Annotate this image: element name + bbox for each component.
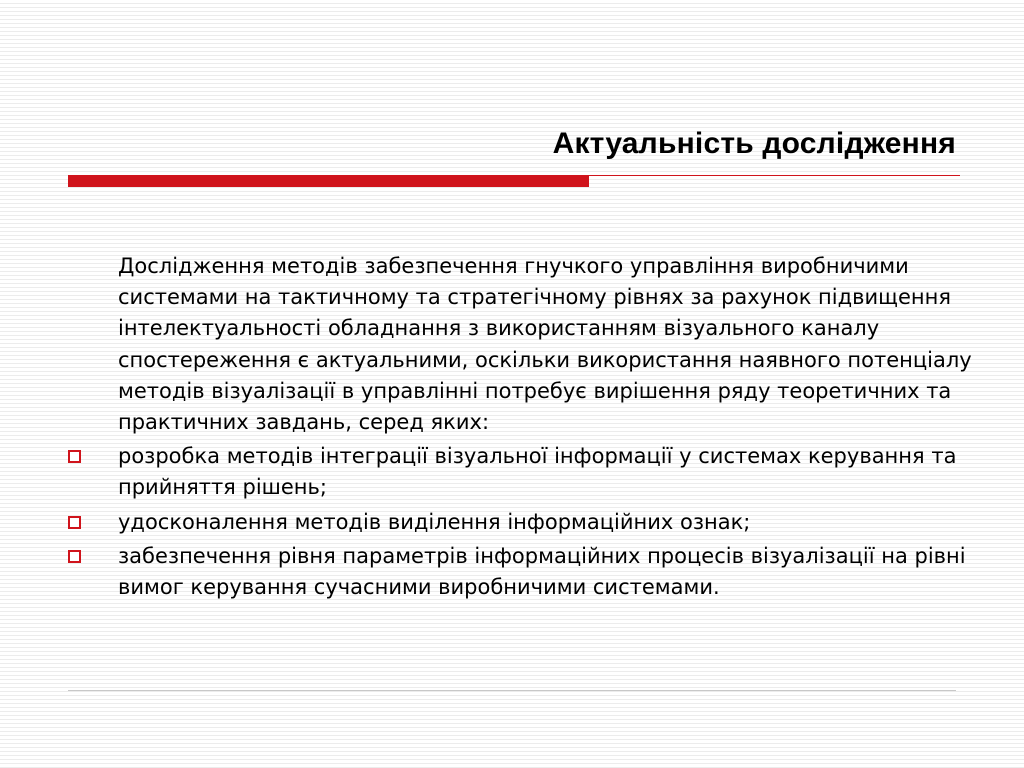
list-item <box>64 507 980 538</box>
title-underline-accent <box>68 175 589 187</box>
slide-title: Актуальність дослідження <box>552 127 956 160</box>
intro-paragraph: Дослідження методів забезпечення гнучкого управління виробничими системами на тактичному та стратегічному рівнях за рахунок підвищення інтелектуальності обладнання з використанням візуального каналу спостереження є актуальними, оскільки використання наявного потенціалу методів візуалізації в управлінні потребує вирішення ряду теоретичних та практичних завдань, серед яких: <box>118 254 972 435</box>
hollow-square-icon <box>68 450 81 463</box>
footer-divider <box>68 690 956 691</box>
slide-body <box>64 251 972 606</box>
task-list <box>64 441 964 603</box>
list-item-text: розробка методів інтеграції візуальної інформації у системах керування та прийняття рішень; <box>118 444 957 500</box>
list-item <box>64 441 980 503</box>
list-item <box>64 541 980 603</box>
hollow-square-icon <box>68 516 81 529</box>
hollow-square-icon <box>68 550 81 563</box>
list-item-text: забезпечення рівня параметрів інформаційних процесів візуалізації на рівні вимог керування сучасними виробничими системами. <box>118 543 966 600</box>
list-item-text: удосконалення методів виділення інформаційних ознак; <box>118 509 751 534</box>
title-underline-rule <box>589 175 960 176</box>
